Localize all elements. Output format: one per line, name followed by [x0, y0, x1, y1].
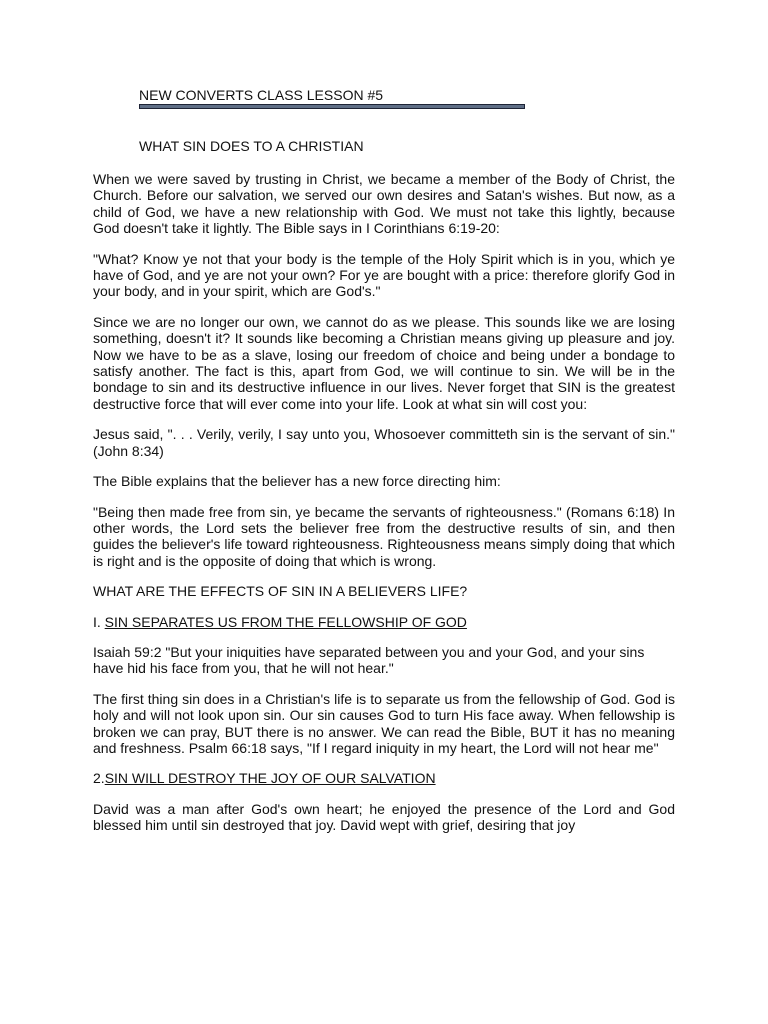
paragraph-scripture-john: Jesus said, ". . . Verily, verily, I say unto you, Whosoever committeth sin is the servant of sin." (John 8:34)	[93, 426, 675, 459]
section-number-1: I.	[93, 613, 105, 630]
section-number-2: 2.	[93, 770, 105, 787]
title-rule	[139, 104, 525, 109]
paragraph-new-force: The Bible explains that the believer has a new force directing him:	[93, 473, 501, 490]
lesson-title: NEW CONVERTS CLASS LESSON #5	[139, 87, 384, 103]
paragraph-scripture-corinthians: "What? Know ye not that your body is the temple of the Holy Spirit which is in you, which ye have of God, and ye are not your own? For ye are bought with a price: therefore glorify God in your body, and in your spirit, which are God's."	[93, 250, 675, 300]
section-heading-1	[93, 614, 675, 630]
paragraph-separation: The first thing sin does in a Christian's life is to separate us from the fellowship of God. God is holy and will not look upon sin. Our sin causes God to turn His face away. When fellowship is broken we can pray, BUT there is no answer. We can read the Bible, BUT it has no meaning and freshness. Psalm 66:18 says, "If I regard iniquity in my heart, the Lord will not hear me"	[93, 690, 675, 756]
paragraph-intro: When we were saved by trusting in Christ, we became a member of the Body of Christ, the Church. Before our salvation, we served our own desires and Satan's wishes. But now, as a child of God, we have a new relationship with God. We must not take this lightly, because God doesn't take it lightly. The Bible says in I Corinthians 6:19-20:	[93, 171, 675, 237]
lesson-subtitle: WHAT SIN DOES TO A CHRISTIAN	[139, 138, 364, 154]
paragraph-no-longer-our-own: Since we are no longer our own, we cannot do as we please. This sounds like we are losing something, doesn't it? It sounds like becoming a Christian means giving up pleasure and joy. Now we have to be as a slave, losing our freedom of choice and being under a bondage to satisfy another. The fact is this, apart from God, we will continue to sin. We will be in the bondage to sin and its destructive influence in our lives. Never forget that SIN is the greatest destructive force that will ever come into your life. Look at what sin will cost you:	[93, 313, 675, 412]
section-heading-2	[93, 770, 675, 786]
paragraph-scripture-isaiah: Isaiah 59:2 "But your iniquities have separated between you and your God, and your sins have hid his face from you, that he will not hear."	[93, 643, 645, 677]
lesson-body	[93, 171, 675, 848]
section-title-1: SIN SEPARATES US FROM THE FELLOWSHIP OF GOD	[104, 613, 467, 630]
paragraph-david: David was a man after God's own heart; he enjoyed the presence of the Lord and God blessed him until sin destroyed that joy. David wept with grief, desiring that joy	[93, 800, 675, 834]
section-title-2: SIN WILL DESTROY THE JOY OF OUR SALVATION	[104, 770, 436, 787]
question-heading: WHAT ARE THE EFFECTS OF SIN IN A BELIEVERS LIFE?	[93, 583, 468, 600]
paragraph-scripture-romans: "Being then made free from sin, ye became the servants of righteousness." (Romans 6:18) In other words, the Lord sets the believer free from the destructive results of sin, and then guides the believer's life toward righteousness. Righteousness means simply doing that which is right and is the opposite of doing that which is wrong.	[93, 503, 675, 569]
